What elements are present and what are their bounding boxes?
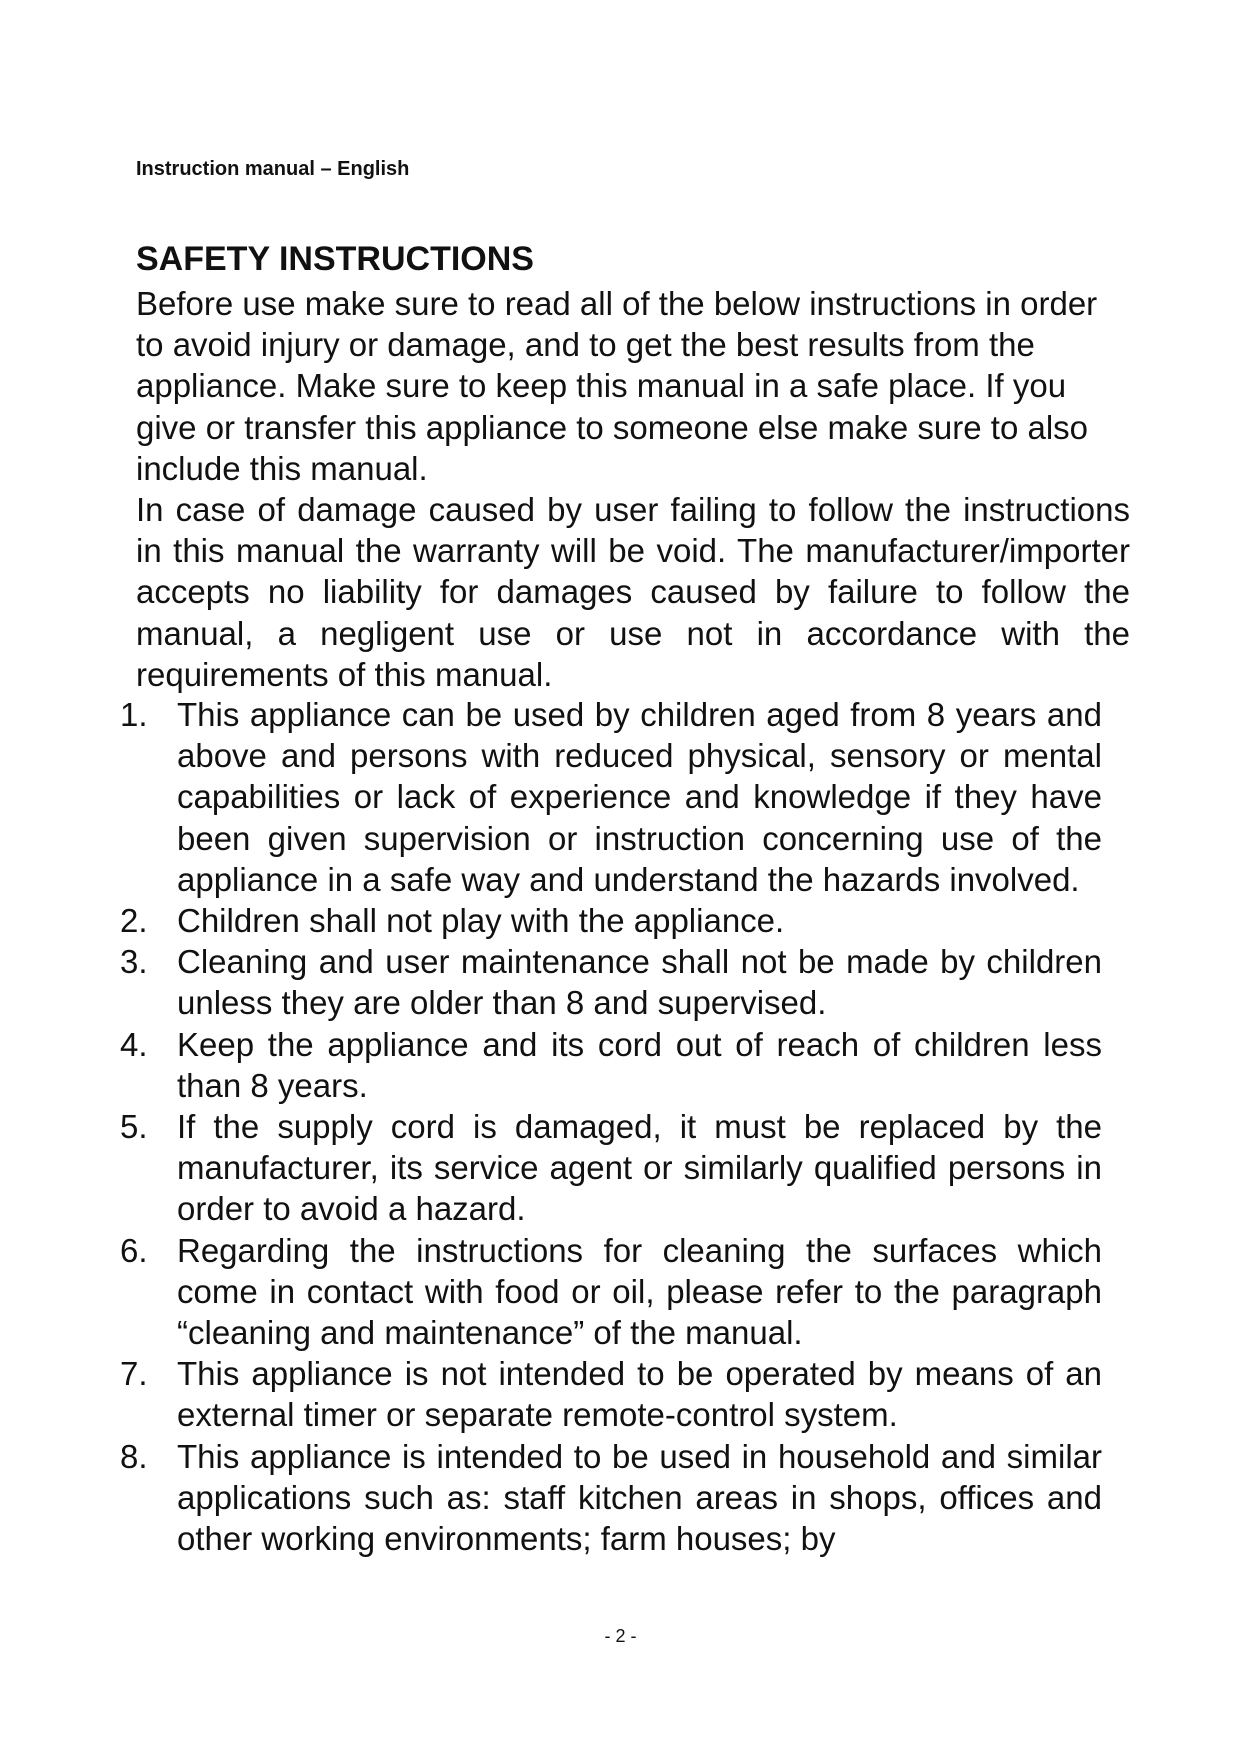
list-item-number: 2. [120,902,148,940]
list-item-text: This appliance is intended to be used in household and similar applications such as: staff kitchen areas in shops, offices and other working environments; farm houses; by [177,1437,1102,1558]
intro-paragraph: In case of damage caused by user failing to follow the instructions in this manual the warranty will be void. The manufacturer/importer accepts no liability for damages caused by failure to follow the manual, a negligent use or use not in accordance with the requirements of this manual. [136,491,1130,693]
list-item-number: 3. [120,943,148,981]
list-item [0,1436,1102,1560]
list-item-text: Cleaning and user maintenance shall not be made by children unless they are older than 8 and supervised. [177,943,1102,1022]
list-item-text: Regarding the instructions for cleaning the surfaces which come in contact with food or oil, please refer to the paragraph “cleaning and maintenance” of the manual. [177,1231,1102,1352]
list-item [0,941,1102,1023]
list-item [0,1353,1102,1435]
intro-paragraph: Before use make sure to read all of the below instructions in order to avoid injury or damage, and to get the best results from the appliance. Make sure to keep this manual in a safe place. If you give or transfer this appliance to someone else make sure to also include this manual. [136,285,1098,487]
list-item [0,1024,1102,1106]
page-number: - 2 - [604,1626,637,1646]
list-item [0,694,1102,900]
list-item-number: 8. [120,1437,148,1475]
list-item-text: This appliance is not intended to be operated by means of an external timer or separate remote-control system. [177,1355,1102,1434]
section-title: SAFETY INSTRUCTIONS [136,240,534,278]
list-item [0,900,1102,941]
list-item-text: This appliance can be used by children aged from 8 years and above and persons with reduced physical, sensory or mental capabilities or lack of experience and knowledge if they have been given supervision or instruction concerning use of the appliance in a safe way and understand the hazards involved. [177,696,1102,898]
list-item-number: 4. [120,1025,148,1063]
list-item-text: Children shall not play with the appliance. [177,902,785,940]
intro-text [136,283,1130,695]
list-item-text: Keep the appliance and its cord out of reach of children less than 8 years. [177,1025,1102,1104]
list-item-number: 7. [120,1355,148,1393]
list-item-number: 5. [120,1108,148,1146]
list-item-number: 6. [120,1231,148,1269]
manual-language-label: Instruction manual – English [136,158,410,180]
list-item [0,1106,1102,1230]
list-item-text: If the supply cord is damaged, it must be replaced by the manufacturer, its service agent or similarly qualified persons in order to avoid a hazard. [177,1108,1102,1228]
list-item [0,1230,1102,1354]
safety-instructions-list [0,694,1241,1559]
list-item-number: 1. [120,696,148,733]
